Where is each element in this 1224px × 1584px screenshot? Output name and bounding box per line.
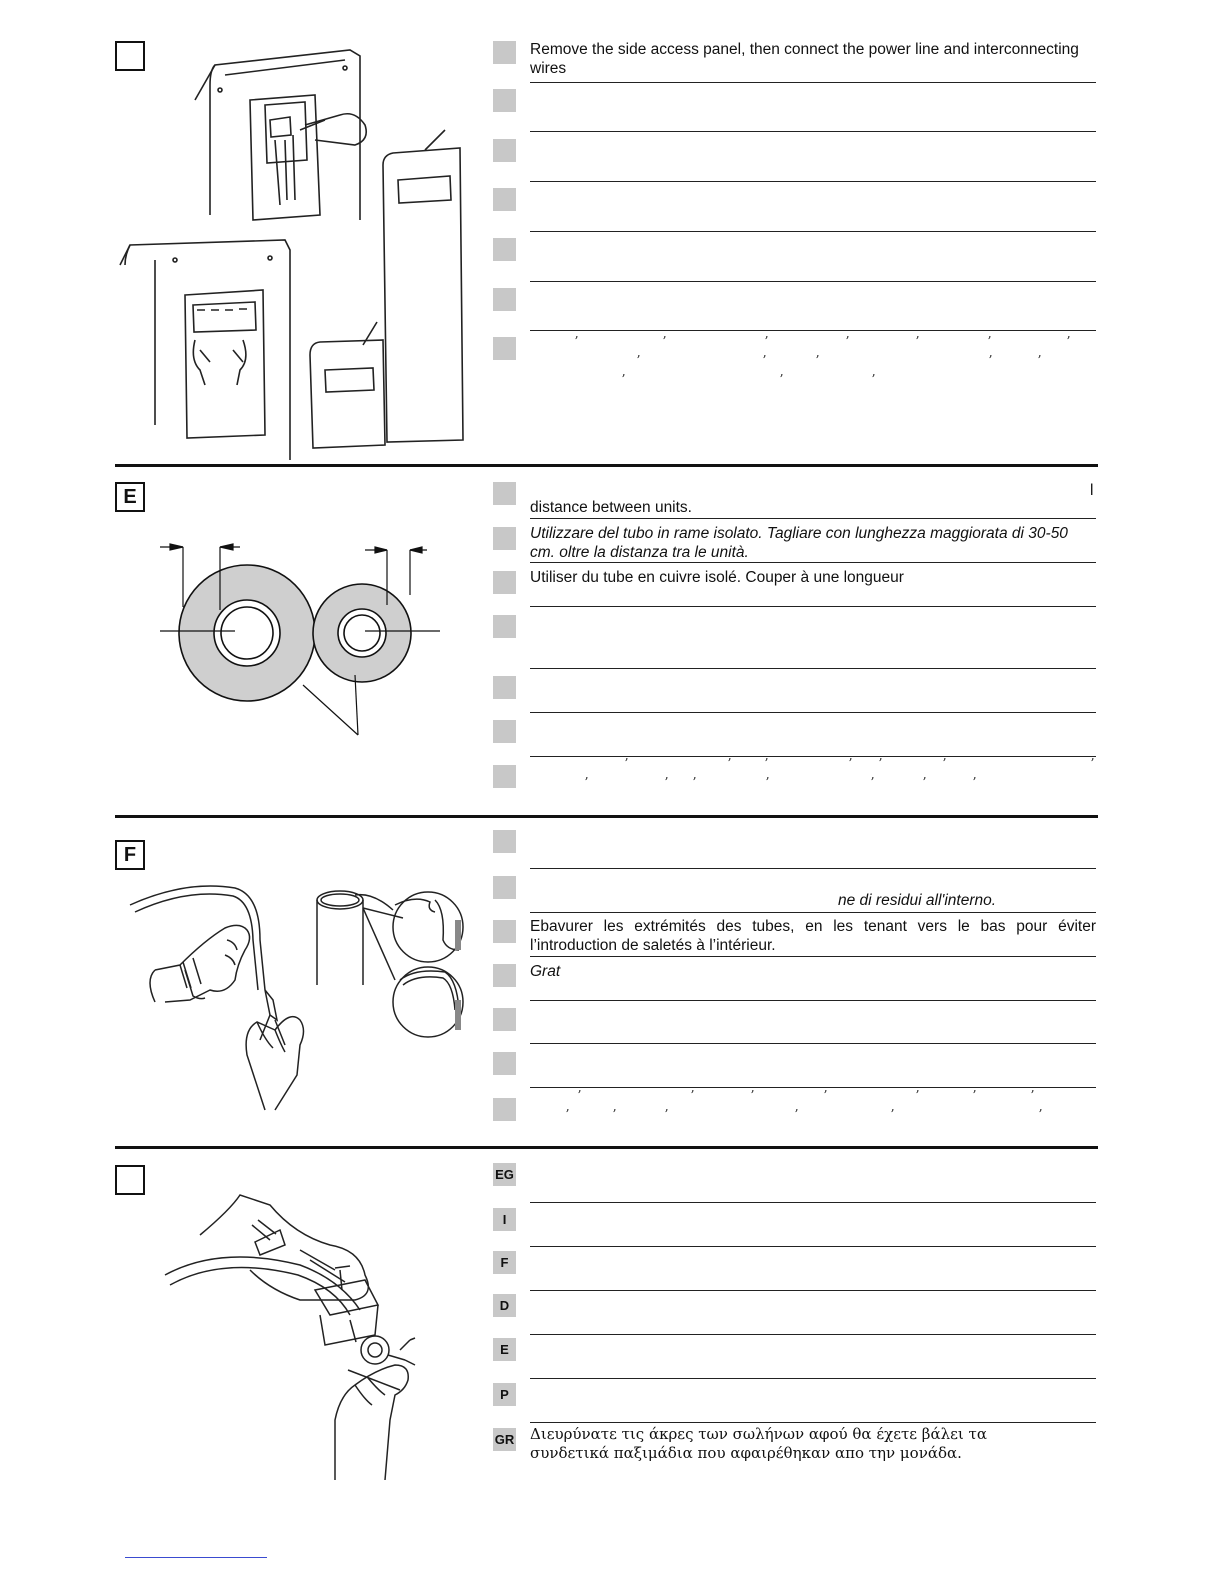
instruction-text: distance between units.: [530, 499, 692, 516]
section-f-marker: F: [115, 840, 145, 870]
row-separator: [530, 281, 1096, 282]
row-separator: [530, 231, 1096, 232]
row-separator: [530, 956, 1096, 957]
row-separator: [530, 606, 1096, 607]
access-panel-wiring-illustration: [115, 40, 455, 460]
row-separator: [530, 1422, 1096, 1423]
flaring-tool-illustration: [160, 1190, 460, 1490]
lang-badge: [493, 676, 516, 699]
instruction-text: ne di residui all'interno.: [838, 892, 997, 909]
section-e-marker: E: [115, 482, 145, 512]
lang-badge: E: [493, 1338, 516, 1361]
lang-badge: [493, 188, 516, 211]
lang-badge: [493, 1052, 516, 1075]
instruction-text: Remove the side access panel, then connect the power line and interconnecting wires: [530, 41, 1079, 77]
row-separator: [530, 1378, 1096, 1379]
instruction-text: Ebavurer les extrémités des tubes, en les tenant vers le bas pour éviter l’introduction de saletés à l’intérieur.: [530, 918, 1096, 954]
lang-badge: [493, 765, 516, 788]
lang-badge: [493, 89, 516, 112]
row-separator: [530, 562, 1096, 563]
row-separator: [530, 756, 1096, 757]
deburring-pipe-illustration: [125, 880, 470, 1115]
lang-badge: [493, 615, 516, 638]
lang-badge: [493, 527, 516, 550]
lang-badge: [493, 288, 516, 311]
section-divider: [115, 815, 1098, 818]
lang-badge: [493, 337, 516, 360]
lang-badge: EG: [493, 1163, 516, 1186]
row-separator: [530, 1043, 1096, 1044]
instruction-text: Utilizzare del tubo in rame isolato. Tagliare con lunghezza maggiorata di 30-50 cm. oltre la distanza tra le unità.: [530, 525, 1068, 561]
instruction-text: Utiliser du tube en cuivre isolé. Couper à une longueur: [530, 569, 904, 586]
lang-badge: [493, 964, 516, 987]
lang-badge: [493, 1098, 516, 1121]
lang-badge: [493, 1008, 516, 1031]
row-separator: [530, 912, 1096, 913]
row-separator: [530, 1202, 1096, 1203]
insulated-pipe-cross-section-illustration: [155, 535, 445, 745]
row-separator: [530, 1290, 1096, 1291]
lang-badge: GR: [493, 1428, 516, 1451]
row-separator: [530, 82, 1096, 83]
row-separator: [530, 1087, 1096, 1088]
lang-badge: [493, 830, 516, 853]
row-separator: [530, 518, 1096, 519]
row-separator: [530, 1246, 1096, 1247]
lang-badge: [493, 720, 516, 743]
row-separator: [530, 1000, 1096, 1001]
section-divider: [115, 1146, 1098, 1149]
lang-badge: [493, 139, 516, 162]
row-separator: [530, 1334, 1096, 1335]
lang-badge: [493, 482, 516, 505]
lang-badge: [493, 238, 516, 261]
row-separator: [530, 131, 1096, 132]
instruction-text: Grat: [530, 963, 561, 980]
lang-badge: P: [493, 1383, 516, 1406]
section-g-marker: [115, 1165, 145, 1195]
footer-link-underline: [125, 1557, 267, 1558]
section-divider: [115, 464, 1098, 467]
row-separator: [530, 868, 1096, 869]
lang-badge: [493, 920, 516, 943]
lang-badge: [493, 41, 516, 64]
lang-badge: F: [493, 1251, 516, 1274]
stray-character: l: [1090, 482, 1094, 499]
row-separator: [530, 668, 1096, 669]
instruction-text: Διευρύνατε τις άκρες των σωλήνων αφού θα έχετε βάλει τα συνδετικά παξιμάδια που αφαιρέθηκαν απο την μονάδα.: [530, 1425, 987, 1462]
row-separator: [530, 330, 1096, 331]
row-separator: [530, 181, 1096, 182]
lang-badge: [493, 571, 516, 594]
lang-badge: [493, 876, 516, 899]
row-separator: [530, 712, 1096, 713]
lang-badge: I: [493, 1208, 516, 1231]
lang-badge: D: [493, 1294, 516, 1317]
